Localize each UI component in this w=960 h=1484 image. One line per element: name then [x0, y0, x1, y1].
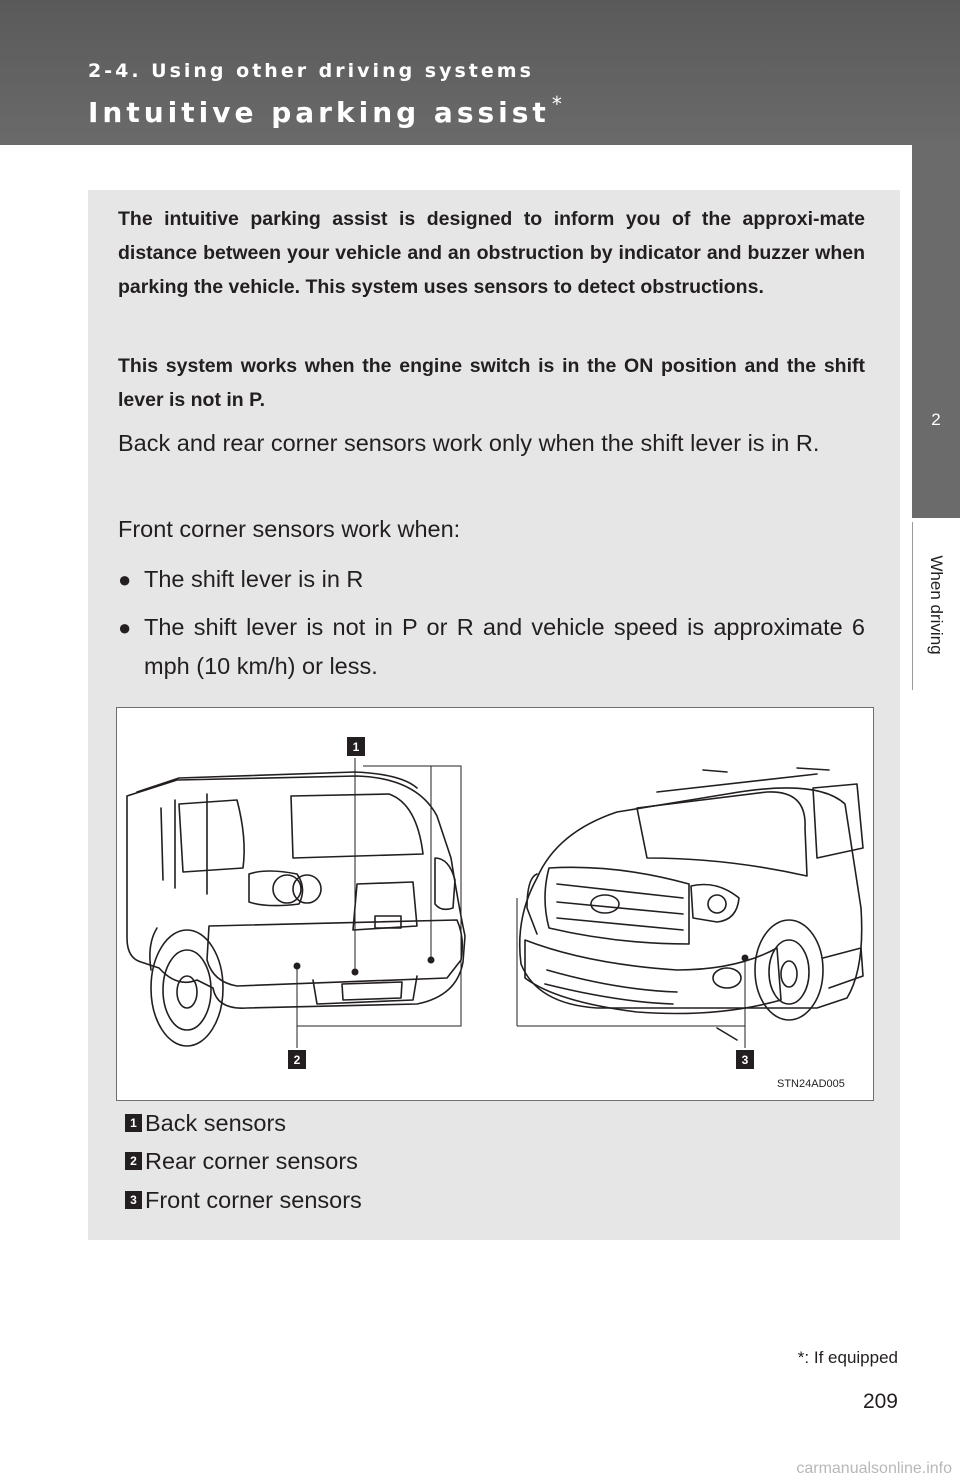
back-sensor-marker — [428, 957, 435, 964]
page-title — [88, 92, 566, 129]
callout-badges — [288, 737, 754, 1069]
legend-label: Front corner sensors — [145, 1187, 362, 1213]
rear-bumper — [207, 920, 462, 986]
rear-corner-sensor-marker — [294, 963, 301, 970]
watermark: carmanualsonline.info — [796, 1460, 952, 1477]
windshield — [637, 792, 807, 876]
back-sensor-paragraph: Back and rear corner sensors work only when the shift lever is in R. — [118, 430, 820, 456]
footnote-text: : If equipped — [804, 1348, 898, 1367]
bullet-text: The shift lever is not in P or R and vehicle speed is approximate 6 mph (10 km/h) or less. — [144, 614, 865, 679]
intro-paragraph: The intuitive parking assist is designed to inform you of the approxi-mate distance between your vehicle and an obstruction by indicator and buzzer when parking the vehicle. This system uses sensors to detect obstructions. — [118, 208, 865, 298]
callout-label-1: 1 — [352, 740, 360, 754]
page-number: 209 — [862, 1390, 898, 1413]
callout-label-2: 2 — [293, 1053, 301, 1067]
front-grille — [545, 867, 689, 944]
legend-badge: 1 — [125, 1114, 142, 1132]
legend-item — [125, 1146, 358, 1176]
if-equipped-mark: * — [551, 92, 566, 116]
legend-badge: 3 — [125, 1191, 142, 1209]
footnote — [798, 1348, 898, 1368]
chapter-label: When driving — [927, 555, 946, 655]
front-corner-sensor-marker — [742, 955, 749, 962]
section-label: 2-4. Using other driving systems — [88, 60, 534, 82]
bullet-icon: ● — [118, 567, 132, 592]
legend-label: Rear corner sensors — [145, 1148, 358, 1174]
chapter-number: 2 — [931, 410, 941, 429]
callout-label-3: 3 — [741, 1053, 749, 1067]
operation-paragraph: This system works when the engine switch is in the ON position and the shift lever is not in P. — [118, 355, 865, 411]
rear-window — [291, 794, 423, 858]
vehicle-illustration — [117, 708, 873, 1100]
chapter-tab — [912, 145, 960, 518]
footnote-mark: * — [797, 1348, 805, 1367]
bullet-item — [118, 560, 865, 599]
bullet-text: The shift lever is in R — [144, 566, 364, 592]
bullet-item — [118, 608, 865, 686]
back-sensor-marker — [352, 969, 359, 976]
sensor-location-figure — [116, 707, 874, 1101]
front-wheel — [755, 920, 823, 1020]
front-suv-outline — [520, 788, 862, 1008]
figure-code: STN24AD005 — [777, 1078, 845, 1090]
front-sensor-intro: Front corner sensors work when: — [118, 516, 461, 542]
legend-badge: 2 — [125, 1152, 142, 1170]
bullet-icon: ● — [118, 615, 132, 640]
page-title-text: Intuitive parking assist — [88, 96, 550, 129]
page-header — [0, 0, 960, 145]
legend-item — [125, 1108, 286, 1138]
legend-item — [125, 1185, 362, 1215]
legend-label: Back sensors — [145, 1110, 287, 1136]
